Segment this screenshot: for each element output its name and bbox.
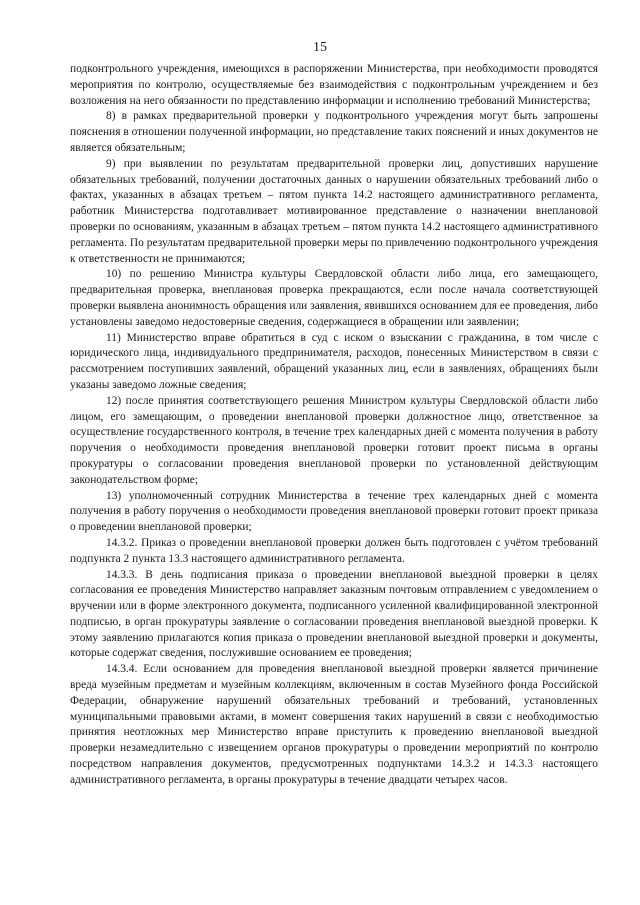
page-number: 15 bbox=[313, 40, 327, 55]
document-body bbox=[70, 62, 598, 789]
paragraph-3: 9) при выявлении по результатам предварительной проверки лиц, допустивших нарушение обязательных требований, получении достаточных данных о нарушении обязательных требований либо о фактах, указанных в абзацах третьем – пятом пункта 14.2 настоящего административного регламента, работник Министерства подготавливает мотивированное представление о назначении внеплановой проверки по основаниям, указанным в абзацах третьем – пятом пункта 14.2 настоящего административного регламента. По результатам предварительной проверки меры по привлечению подконтрольного учреждения к ответственности не принимаются; bbox=[70, 157, 598, 265]
paragraph-8: 14.3.2. Приказ о проведении внеплановой проверки должен быть подготовлен с учётом требований подпункта 2 пункта 13.3 настоящего административного регламента. bbox=[70, 536, 598, 565]
paragraph-7: 13) уполномоченный сотрудник Министерства в течение трех календарных дней с момента получения в работу поручения о необходимости проведения внеплановой проверки готовит проект приказа о проведении внеплановой проверки; bbox=[70, 489, 598, 534]
paragraph-10: 14.3.4. Если основанием для проведения внеплановой выездной проверки является причинение вреда музейным предметам и музейным коллекциям, включенным в состав Музейного фонда Российской Федерации, обнаружение нарушений обязательных требований и требований, установленных муниципальными правовыми актами, в момент совершения таких нарушений в связи с необходимостью принятия неотложных мер Министерство вправе приступить к проведению внеплановой выездной проверки незамедлительно с извещением органов прокуратуры о проведении мероприятий по контролю посредством направления документов, предусмотренных подпунктами 14.3.2 и 14.3.3 настоящего административного регламента, в органы прокуратуры в течение двадцати четырех часов. bbox=[70, 663, 598, 786]
paragraph-5: 11) Министерство вправе обратиться в суд с иском о взыскании с гражданина, в том числе с юридического лица, индивидуального предпринимателя, расходов, понесенных Министерством в связи с рассмотрением поступивших заявлений, обращений указанных лиц, если в заявлениях, обращениях были указаны заведомо ложные сведения; bbox=[70, 331, 598, 391]
paragraph-2: 8) в рамках предварительной проверки у подконтрольного учреждения могут быть запрошены пояснения в отношении полученной информации, но представление таких пояснений и иных документов не является обязательным; bbox=[70, 110, 598, 154]
paragraph-4: 10) по решению Министра культуры Свердловской области либо лица, его замещающего, предварительная проверка, внеплановая проверка прекращаются, если после начала соответствующей проверки выявлена анонимность обращения или заявления, явившихся основанием для ее проведения, либо установлены заведомо недостоверные сведения, содержащиеся в обращении или заявлении; bbox=[70, 268, 598, 328]
paragraph-1: подконтрольного учреждения, имеющихся в распоряжении Министерства, при необходимости проводятся мероприятия по контролю, осуществляемые без взаимодействия с подконтрольным учреждением и без возложения на него обязанности по представлению информации и исполнению требований Министерства; bbox=[70, 63, 598, 107]
paragraph-6: 12) после принятия соответствующего решения Министром культуры Свердловской области либо лицом, его замещающим, о проведении внеплановой проверки должностное лицо, ответственное за осуществление государственного контроля, в течение трех календарных дней с момента получения в работу поручения о необходимости проведения внеплановой проверки готовит проект письма в органы прокуратуры о согласовании проведения внеплановой проверки по установленной действующим законодательством форме; bbox=[70, 394, 598, 486]
paragraph-9: 14.3.3. В день подписания приказа о проведении внеплановой выездной проверки в целях согласования ее проведения Министерство направляет заказным почтовым отправлением с уведомлением о вручении или в форме электронного документа, подписанного усиленной квалифицированной электронной подписью, в орган прокуратуры заявление о согласовании проведения внеплановой выездной проверки. К этому заявлению прилагаются копия приказа о проведении внеплановой выездной проверки и документы, которые содержат сведения, послужившие основанием ее проведения; bbox=[70, 568, 598, 660]
